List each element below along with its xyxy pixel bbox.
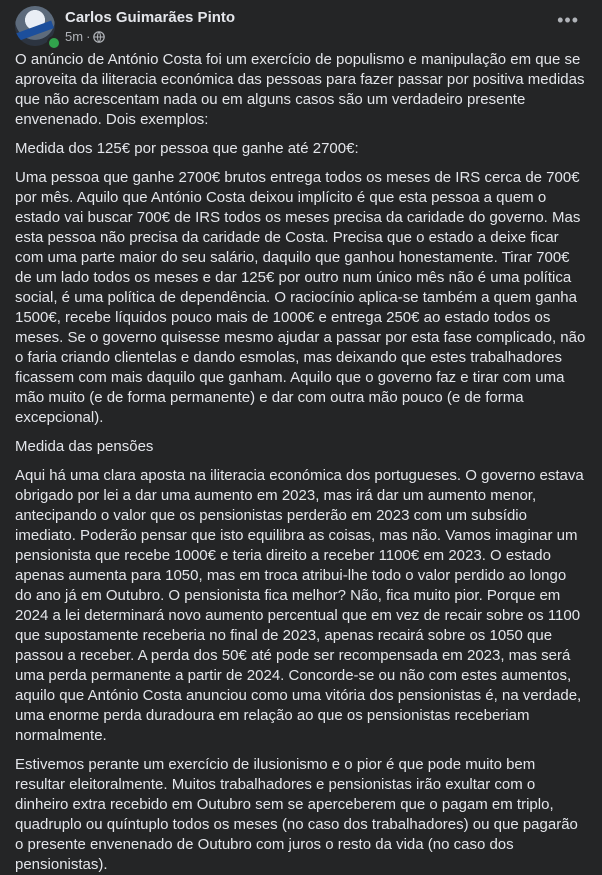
more-horizontal-icon[interactable]: ••• (557, 10, 579, 30)
post-time[interactable]: 5m (65, 29, 84, 44)
post-paragraph: O anúncio de António Costa foi um exercício de populismo e manipulação em que se aproveita da iliteracia económica das pessoas para fazer passar por positiva medidas que não acrescentam nada ou em alguns casos são um verdadeiro presente envenenado. Dois exemplos: (15, 51, 585, 128)
post-body (11, 50, 591, 875)
post-paragraph: Aqui há uma clara aposta na iliteracia económica dos portugueses. O governo estava obrigado por lei a dar uma aumento em 2023, mas irá dar um aumento menor, antecipando o valor que os pensionistas perderão em 2023 com um subsídio imediato. Poderão pensar que isto equilibra as coisas, mas não. Vamos imaginar um pensionista que recebe 1000€ e teria direito a receber 1100€ em 2023. O estado apenas aumenta para 1050, mas em troca atribui-lhe todo o valor perdido ao longo do ano já em Outubro. O pensionista fica melhor? Não, fica muito pior. Porque em 2024 a lei determinará novo aumento percentual que em vez de recair sobre os 1100 que supostamente receberia no final de 2023, apenas recairá sobre os 1050 que passou a receber. A perda dos 50€ até pode ser recompensada em 2023, mas será uma perda permanente a partir de 2024. Concorde-se ou não com estes aumentos, aquilo que António Costa anunciou como uma vitória dos pensionistas é, na verdade, uma enorme perda duradoura em relação ao que os pensionistas receberiam normalmente. (15, 467, 584, 744)
post-header (11, 0, 591, 50)
post-paragraph: Medida das pensões (15, 438, 154, 455)
author-name[interactable]: Carlos Guimarães Pinto (65, 9, 236, 26)
meta-separator: · (86, 29, 91, 44)
post-paragraph: Estivemos perante um exercício de ilusionismo e o pior é que pode muito bem resultar eleitoralmente. Muitos trabalhadores e pensionistas irão exultar com o dinheiro extra recebido em Outubro sem se aperceberem que o pagam em triplo, quadruplo ou quíntuplo todos os meses (no caso dos trabalhadores) ou que pagarão o presente envenenado de Outubro com juros o resto da vida (no caso dos pensionistas). (15, 756, 578, 873)
post-paragraph: Uma pessoa que ganhe 2700€ brutos entrega todos os meses de IRS cerca de 700€ por mês. Aquilo que António Costa deixou implícito é que esta pessoa a quem o estado vai buscar 700€ de IRS todos os meses precisa da caridade do governo. Mas esta pessoa não precisa da caridade de Costa. Precisa que o estado a deixe ficar com uma parte maior do seu salário, daquilo que ganhou honestamente. Tirar 700€ de um lado todos os meses e dar 125€ por outro num único mês não é uma política social, é uma política de dependência. O raciocínio aplica-se também a quem ganha 1500€, recebe líquidos pouco mais de 1000€ e entrega 250€ ao estado todos os meses. Se o governo quisesse mesmo ajudar a passar por esta fase complicado, não o faria criando clientelas e dando esmolas, mas deixando que estes trabalhadores ficassem com mais daquilo que ganham. Aquilo que o governo faz e tirar com uma mão muito (e de forma permanente) e dar com outra mão pouco (e de forma excepcional). (15, 169, 586, 426)
online-status-dot (47, 36, 61, 50)
post-meta (65, 29, 105, 44)
globe-icon[interactable] (93, 31, 105, 43)
post-paragraph: Medida dos 125€ por pessoa que ganhe até 2700€: (15, 140, 359, 157)
